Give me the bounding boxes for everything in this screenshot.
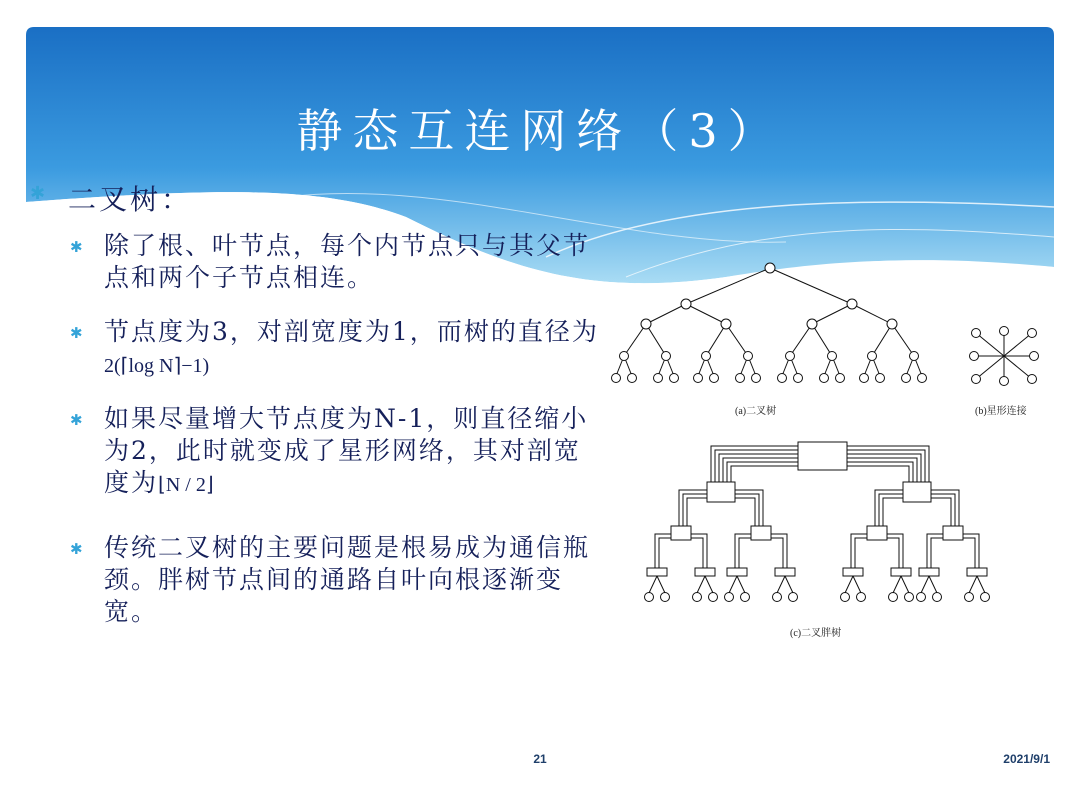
heading-binary-tree: 二叉树：	[68, 183, 193, 216]
bullet-icon: ✱	[70, 324, 83, 342]
caption-binary-tree: (a)二叉树	[735, 406, 777, 417]
slide-title: 静态互连网络（3）	[296, 104, 784, 158]
footer-date: 2021/9/1	[1003, 752, 1050, 766]
caption-fat-tree: (c)二叉胖树	[790, 628, 842, 639]
bullet-text-3: 如果尽量增大节点度为N-1，则直径缩小为2，此时就变成了星形网络，其对剖宽度为	[104, 404, 589, 497]
bullet-text-2: 节点度为3，对剖宽度为1，而树的直径为	[104, 317, 599, 346]
bullet-item-3	[104, 403, 604, 501]
binary-tree-diagram	[600, 258, 940, 388]
page-number: 21	[533, 752, 547, 766]
bullet-icon: ✱	[70, 540, 83, 558]
bullet-icon: ✱	[70, 238, 83, 256]
fat-tree-diagram	[635, 438, 1005, 613]
bullet-icon: ✱	[70, 411, 83, 429]
bullet-item-2	[104, 316, 604, 382]
diameter-formula: 2(⌈log N⌉−1)	[104, 355, 210, 377]
bisection-formula: ⌊N / 2⌋	[158, 474, 214, 496]
star-network-diagram	[968, 325, 1040, 387]
bullet-text-4: 传统二叉树的主要问题是根易成为通信瓶颈。胖树节点间的通路自叶向根逐渐变宽。	[104, 533, 591, 626]
bullet-icon: ✱	[30, 183, 46, 204]
caption-star: (b)星形连接	[975, 406, 1027, 417]
bullet-text-1: 除了根、叶节点，每个内节点只与其父节点和两个子节点相连。	[104, 231, 591, 292]
